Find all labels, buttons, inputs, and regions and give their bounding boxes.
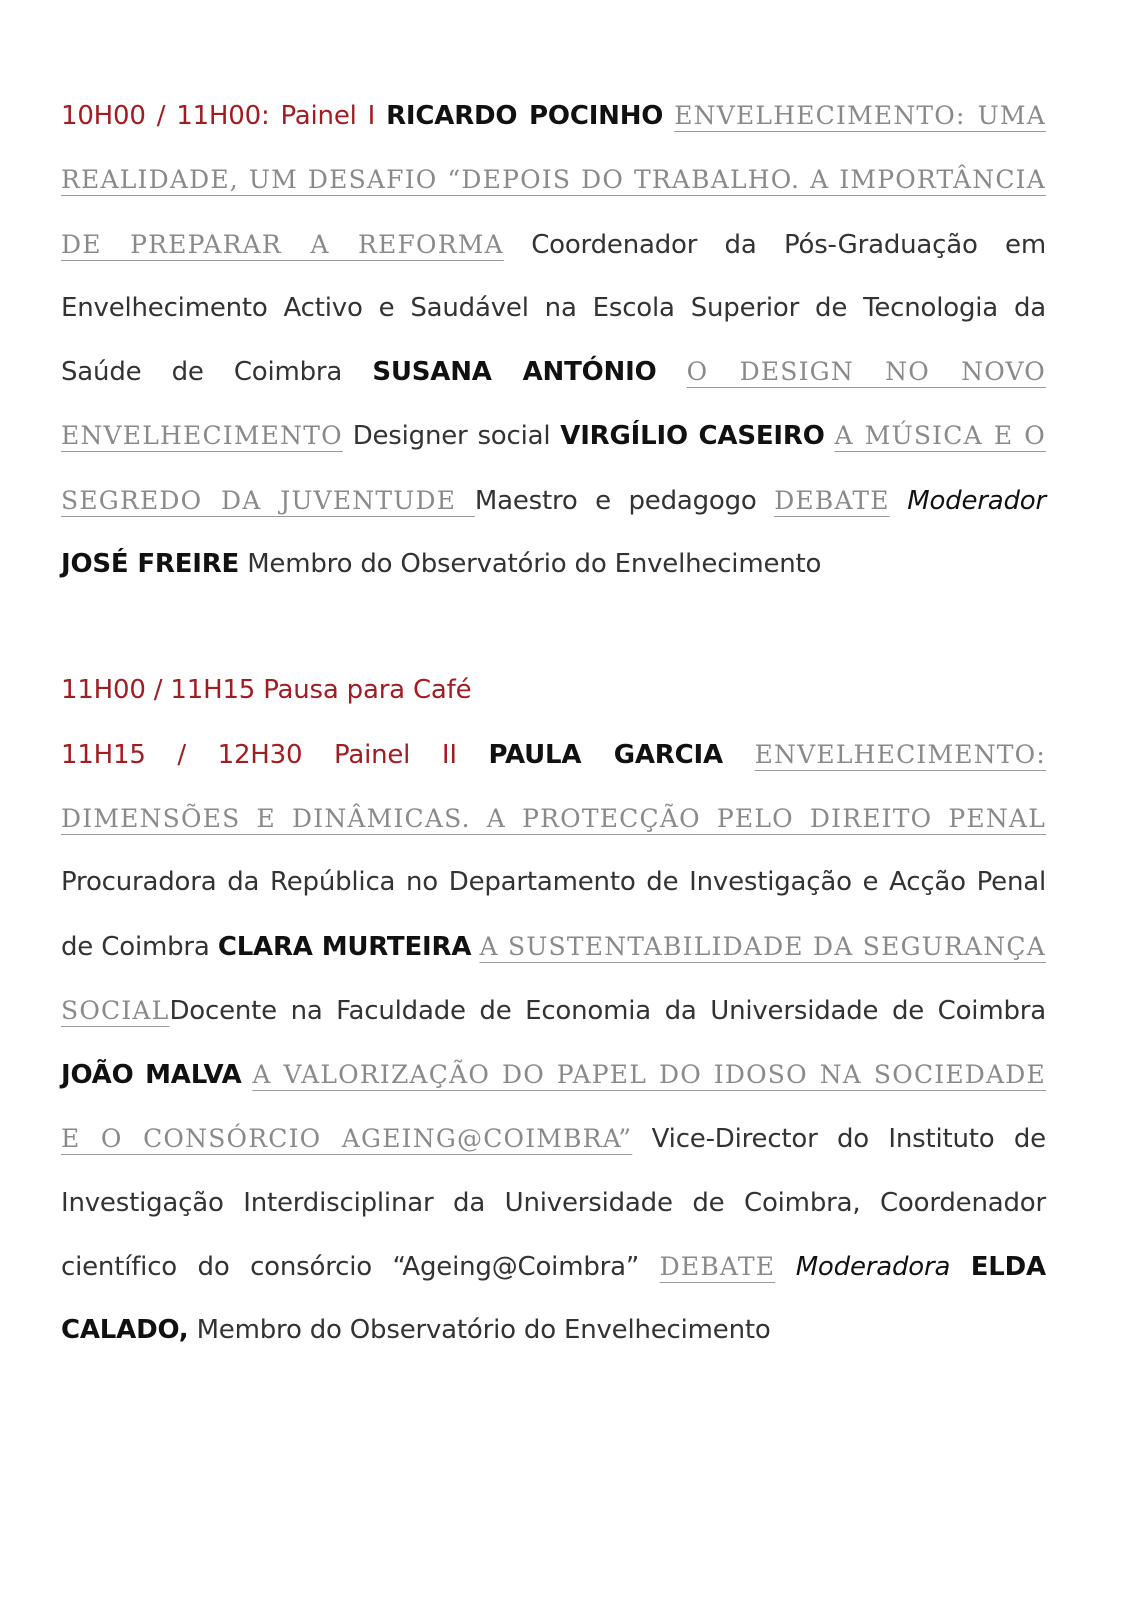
speaker-name: PAULA GARCIA	[488, 739, 723, 770]
speaker-role: Maestro e pedagogo	[474, 485, 757, 516]
speaker-role: Procuradora da República no Departamento de Investigação e Acção Penal de Coimbra	[61, 867, 1046, 962]
speaker-role: Docente na Faculdade de Economia da Universidade de Coimbra	[169, 995, 1046, 1026]
talk-title: A VALORIZAÇÃO DO PAPEL DO IDOSO NA SOCIEDADE E O CONSÓRCIO AGEING@COIMBRA”	[61, 1060, 1047, 1154]
talk-title: ENVELHECIMENTO: UMA REALIDADE, UM DESAFIO “DEPOIS DO TRABALHO. A IMPORTÂNCIA DE PREPARAR A REFORMA	[61, 101, 1046, 259]
debate-label: DEBATE	[774, 485, 890, 515]
moderator-label: Moderadora	[795, 1252, 951, 1283]
speaker-name: JOÃO MALVA	[61, 1060, 242, 1091]
debate-label: DEBATE	[659, 1252, 776, 1282]
talk-title: ENVELHECIMENTO: DIMENSÕES E DINÂMICAS. A PROTECÇÃO PELO DIREITO PENAL	[61, 739, 1046, 833]
speaker-role: Coordenador da Pós-Graduação em Envelhecimento Activo e Saudável na Escola Superior de Tecnologia da Saúde de Coimbra	[61, 229, 1046, 388]
moderator-role: Membro do Observatório do Envelhecimento	[247, 549, 822, 580]
program-page	[61, 84, 1046, 1363]
moderator-name: ELDA CALADO,	[61, 1252, 1046, 1346]
speaker-role: Vice-Director do Instituto de Investigação Interdisciplinar da Universidade de Coimbra, Coordenador científico do consórcio “Ageing@Coimbra”	[61, 1124, 1046, 1283]
talk-title: A MÚSICA E O SEGREDO DA JUVENTUDE	[61, 421, 1046, 515]
panel-1-paragraph	[61, 84, 1046, 596]
talk-title: O DESIGN NO NOVO ENVELHECIMENTO	[61, 357, 1046, 451]
break-paragraph	[61, 659, 1046, 722]
panel-2-paragraph	[61, 723, 1046, 1363]
moderator-label: Moderador	[907, 485, 1046, 516]
moderator-name: JOSÉ FREIRE	[61, 549, 240, 580]
panel-1-time: 10H00 / 11H00: Painel I	[61, 101, 376, 131]
speaker-name: SUSANA ANTÓNIO	[372, 357, 657, 388]
break-time: 11H00 / 11H15 Pausa para Café	[61, 675, 472, 706]
speaker-name: RICARDO POCINHO	[386, 101, 664, 131]
talk-title: A SUSTENTABILIDADE DA SEGURANÇA SOCIAL	[61, 931, 1046, 1025]
speaker-name: VIRGÍLIO CASEIRO	[560, 421, 825, 452]
moderator-role: Membro do Observatório do Envelhecimento	[196, 1315, 771, 1346]
section-gap	[61, 596, 1046, 659]
speaker-role: Designer social	[352, 421, 551, 452]
speaker-name: CLARA MURTEIRA	[217, 931, 472, 962]
panel-2-time: 11H15 / 12H30 Painel II	[61, 739, 457, 770]
